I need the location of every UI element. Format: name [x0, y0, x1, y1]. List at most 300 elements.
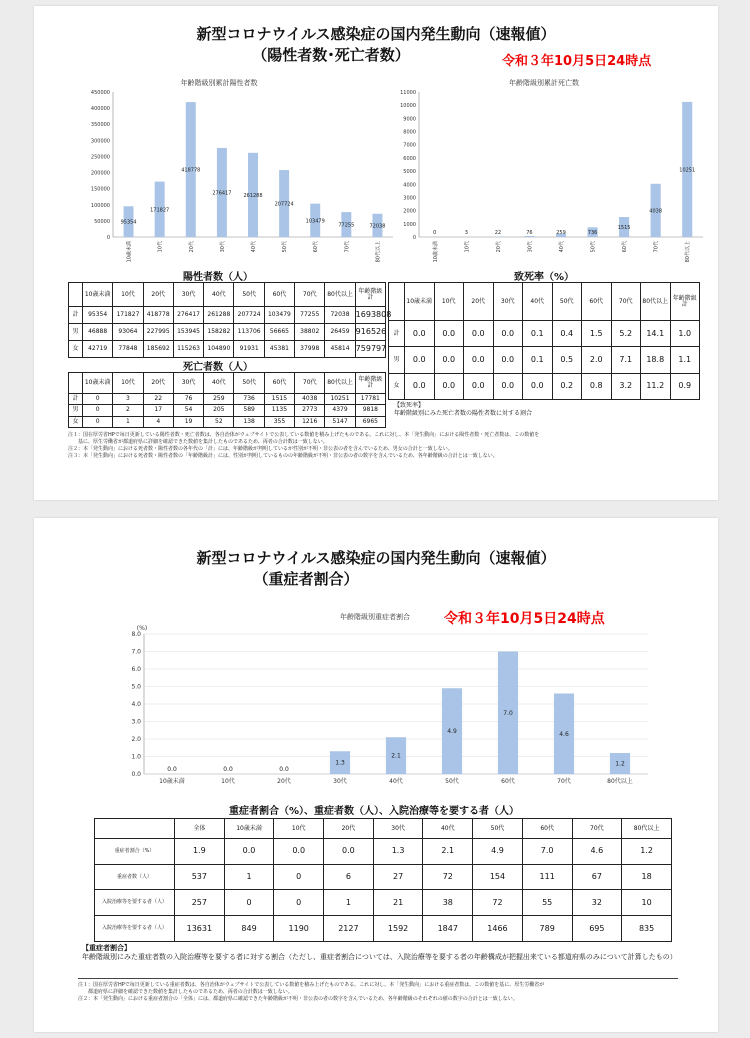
table-cell: 1135 — [264, 405, 294, 416]
table-cell: 835 — [622, 916, 672, 942]
table-cell: 736 — [234, 394, 264, 405]
table-cell: 37998 — [295, 341, 325, 358]
table-cell: 115263 — [173, 341, 203, 358]
table-row — [95, 839, 672, 865]
table-cell: 261288 — [204, 307, 234, 324]
table-cell: 7.1 — [611, 347, 641, 373]
table-cell: 72 — [423, 864, 473, 890]
severe-table-title: 重症者割合（%）、重症者数（人）、入院治療等を要する者（人） — [228, 806, 520, 817]
table-cell: 4.9 — [473, 839, 523, 865]
table-cell: 10251 — [325, 394, 355, 405]
column-header: 年齢階級計 — [355, 373, 385, 394]
table-cell: 0 — [224, 890, 274, 916]
table-cell: 10 — [622, 890, 672, 916]
deaths-table-title: 死亡者数（人） — [183, 362, 253, 373]
x-tick-label: 80代以上 — [685, 241, 692, 263]
table-cell: 227995 — [143, 324, 173, 341]
table-cell: 13631 — [175, 916, 225, 942]
chart-deaths-title: 年齢階級別累計死亡数 — [509, 79, 579, 87]
x-tick-label: 20代 — [495, 241, 502, 253]
x-tick-label: 60代 — [622, 241, 629, 253]
y-tick-label: 200000 — [90, 170, 110, 177]
column-header: 70代 — [295, 283, 325, 307]
slide-positives-deaths — [34, 6, 718, 500]
data-label: 4.9 — [447, 728, 457, 736]
table-cell: 67 — [572, 864, 622, 890]
x-tick-label: 70代 — [653, 241, 660, 253]
table-cell: 72 — [473, 890, 523, 916]
x-tick-label: 70代 — [557, 778, 571, 785]
column-header: 80代以上 — [622, 819, 672, 839]
row-label: 女 — [69, 416, 83, 427]
table-cell: 54 — [173, 405, 203, 416]
y-tick-label: 4000 — [403, 182, 416, 189]
y-tick-label: 7000 — [403, 142, 416, 149]
table-cell: 1847 — [423, 916, 473, 942]
table-cell: 1 — [324, 890, 374, 916]
table-cell: 0 — [83, 394, 113, 405]
column-header: 80代以上 — [641, 283, 671, 321]
table-header-row — [389, 283, 700, 321]
column-header: 70代 — [572, 819, 622, 839]
table-cell: 111 — [522, 864, 572, 890]
table-cell: 537 — [175, 864, 225, 890]
table-cell: 4038 — [295, 394, 325, 405]
slide1-notes — [68, 432, 704, 460]
column-header: 40代 — [204, 283, 234, 307]
x-tick-label: 60代 — [501, 778, 515, 785]
table-cell: 0.0 — [493, 373, 523, 399]
column-header: 70代 — [611, 283, 641, 321]
data-label: 0.0 — [279, 766, 289, 773]
row-label: 計 — [389, 321, 405, 347]
table-cell: 1.2 — [622, 839, 672, 865]
table-row — [95, 916, 672, 942]
row-label: 女 — [69, 341, 83, 358]
data-label: 0 — [433, 230, 437, 236]
data-label: 7.0 — [503, 709, 513, 717]
table-cell: 55 — [522, 890, 572, 916]
table-cell: 0.0 — [434, 347, 464, 373]
table-header-row — [95, 819, 672, 839]
table-cell: 6 — [324, 864, 374, 890]
data-label: 22 — [494, 230, 502, 236]
data-label: 1.3 — [335, 759, 345, 767]
row-label: 男 — [69, 405, 83, 416]
footnote-line: 注１：国在厚労省HPで毎日更新している重症者数は、各自治体がウェブサイトで公表している数値を積み上げたものである。これに対し、本「発生動向」における重症者数は、この数値を基に、厚生労働省が — [78, 982, 545, 988]
table-cell: 1592 — [373, 916, 423, 942]
column-header: 60代 — [522, 819, 572, 839]
table-cell: 1515 — [264, 394, 294, 405]
notes-divider — [78, 978, 678, 979]
data-label: 0.0 — [223, 766, 233, 773]
table-cell: 0.0 — [224, 839, 274, 865]
y-tick-label: 9000 — [403, 116, 416, 123]
column-header: 40代 — [204, 373, 234, 394]
table-cell: 17 — [143, 405, 173, 416]
column-header: 50代 — [234, 373, 264, 394]
column-header: 40代 — [523, 283, 553, 321]
row-label: 重症者数（人） — [95, 864, 175, 890]
table-cell: 0 — [83, 416, 113, 427]
table-cell: 26459 — [325, 324, 355, 341]
table-cell: 52 — [204, 416, 234, 427]
column-header: 年齢階級計 — [670, 283, 700, 321]
data-label: 76 — [526, 230, 533, 236]
table-cell: 1466 — [473, 916, 523, 942]
x-tick-label: 40代 — [251, 241, 257, 253]
table-cell: 0.0 — [493, 347, 523, 373]
y-tick-label: 1.0 — [131, 753, 141, 761]
table-cell: 0.0 — [405, 347, 435, 373]
table-cell: 0.8 — [582, 373, 612, 399]
table-cell: 257 — [175, 890, 225, 916]
table-cell: 77255 — [295, 307, 325, 324]
table-cell: 3 — [113, 394, 143, 405]
table-cell: 0.5 — [552, 347, 582, 373]
data-label: 0.0 — [167, 766, 177, 773]
column-header: 10代 — [274, 819, 324, 839]
table-cell: 18.8 — [641, 347, 671, 373]
table-cell: 5.2 — [611, 321, 641, 347]
bar — [524, 236, 534, 237]
table-cell: 0.9 — [670, 373, 700, 399]
y-tick-label: 2000 — [403, 208, 416, 215]
table-cell: 4379 — [325, 405, 355, 416]
table-cell: 17781 — [355, 394, 385, 405]
x-tick-label: 50代 — [282, 241, 289, 253]
data-label: 95354 — [120, 219, 137, 226]
data-label: 1515 — [617, 225, 631, 232]
table-row — [69, 341, 386, 358]
table-row — [69, 307, 386, 324]
table-cell: 589 — [234, 405, 264, 416]
table-header-row — [69, 283, 386, 307]
table-cell: 2 — [113, 405, 143, 416]
table-cell: 32 — [572, 890, 622, 916]
table-cell: 0.0 — [274, 839, 324, 865]
table-cell: 1.3 — [373, 839, 423, 865]
data-label: 2.1 — [391, 752, 401, 760]
data-label: 103479 — [305, 218, 325, 225]
table-cell: 0.0 — [324, 839, 374, 865]
table-cell: 355 — [264, 416, 294, 427]
column-header: 10歳未満 — [83, 373, 113, 394]
y-tick-label: 2.0 — [131, 736, 141, 743]
column-header: 80代以上 — [325, 373, 355, 394]
table-row — [69, 405, 386, 416]
y-tick-label: 350000 — [90, 122, 110, 129]
table-cell: 0.0 — [493, 321, 523, 347]
row-label: 計 — [69, 394, 83, 405]
table-cell: 0.4 — [552, 321, 582, 347]
table-cell: 45814 — [325, 341, 355, 358]
table-cell: 11.2 — [641, 373, 671, 399]
slide2-title: 新型コロナウイルス感染症の国内発生動向（速報値） （重症者割合） — [196, 549, 556, 588]
y-tick-label: 450000 — [90, 90, 110, 96]
column-header: 70代 — [295, 373, 325, 394]
y-tick-label: 6.0 — [131, 666, 141, 673]
y-tick-label: 5000 — [403, 169, 416, 176]
table-cell: 1693808 — [355, 307, 385, 324]
x-tick-label: 10歳未満 — [159, 778, 185, 785]
x-tick-label: 10代 — [464, 241, 471, 253]
table-cell: 72038 — [325, 307, 355, 324]
x-tick-label: 60代 — [313, 241, 320, 253]
table-cell: 1.9 — [175, 839, 225, 865]
y-tick-label: 50000 — [94, 218, 110, 225]
table-cell: 45381 — [264, 341, 294, 358]
table-cell: 38 — [423, 890, 473, 916]
table-row — [69, 416, 386, 427]
column-header: 50代 — [234, 283, 264, 307]
chart-positives-title: 年齢階級別累計陽性者数 — [180, 79, 258, 87]
data-label: 4038 — [649, 208, 663, 215]
table-cell: 1.1 — [670, 347, 700, 373]
deaths-table — [68, 372, 386, 428]
table-cell: 0.2 — [552, 373, 582, 399]
x-tick-label: 20代 — [188, 241, 195, 253]
y-tick-label: 150000 — [90, 186, 110, 193]
column-header: 10歳未満 — [405, 283, 435, 321]
column-header: 30代 — [493, 283, 523, 321]
table-cell: 3.2 — [611, 373, 641, 399]
x-tick-label: 30代 — [527, 241, 534, 253]
y-tick-label: 0 — [412, 235, 416, 241]
y-tick-label: 250000 — [90, 154, 110, 161]
table-cell: 0 — [274, 890, 324, 916]
table-cell: 205 — [204, 405, 234, 416]
table-cell: 1216 — [295, 416, 325, 427]
y-tick-label: 11000 — [400, 90, 416, 96]
table-cell: 38802 — [295, 324, 325, 341]
table-cell: 0.0 — [464, 321, 494, 347]
table-corner-cell — [69, 283, 83, 307]
positives-table — [68, 282, 392, 358]
x-tick-label: 40代 — [559, 241, 565, 253]
y-tick-label: 1000 — [403, 221, 416, 228]
data-label: 418778 — [181, 167, 201, 174]
column-header: 60代 — [264, 373, 294, 394]
data-label: 1.2 — [615, 760, 625, 768]
column-header: 30代 — [173, 373, 203, 394]
table-cell: 1.5 — [582, 321, 612, 347]
x-tick-label: 50代 — [445, 778, 459, 785]
table-cell: 77848 — [113, 341, 143, 358]
x-tick-label: 10代 — [157, 241, 164, 253]
row-label: 計 — [69, 307, 83, 324]
table-cell: 138 — [234, 416, 264, 427]
table-cell: 789 — [522, 916, 572, 942]
slide-severe-ratio — [34, 518, 718, 1032]
column-header: 20代 — [143, 283, 173, 307]
slide1-title: 新型コロナウイルス感染症の国内発生動向（速報値） （陽性者数･死亡者数） — [196, 25, 556, 64]
data-label: 736 — [587, 230, 598, 237]
y-tick-label: 8.0 — [131, 631, 141, 638]
table-cell: 0.0 — [464, 347, 494, 373]
column-header: 30代 — [373, 819, 423, 839]
table-cell: 171827 — [113, 307, 143, 324]
column-header: 10歳未満 — [224, 819, 274, 839]
x-tick-label: 80代以上 — [607, 778, 633, 785]
y-tick-label: 5.0 — [131, 683, 141, 691]
data-label: 10251 — [679, 167, 696, 174]
x-tick-label: 30代 — [219, 241, 226, 253]
severe-table — [94, 818, 672, 942]
table-corner-cell — [95, 819, 175, 839]
table-cell: 1 — [224, 864, 274, 890]
table-cell: 113706 — [234, 324, 264, 341]
table-cell: 56665 — [264, 324, 294, 341]
slide2-date: 令和３年10月5日24時点 — [444, 611, 605, 627]
table-cell: 2.1 — [423, 839, 473, 865]
table-header-row — [69, 373, 386, 394]
data-label: 77255 — [338, 222, 355, 229]
x-tick-label: 50代 — [590, 241, 597, 253]
column-header: 10代 — [113, 283, 143, 307]
table-cell: 759797 — [355, 341, 385, 358]
table-corner-cell — [389, 283, 405, 321]
data-label: 207724 — [274, 201, 294, 208]
table-row — [389, 373, 700, 399]
y-tick-label: 300000 — [90, 138, 110, 145]
table-cell: 0.0 — [405, 373, 435, 399]
row-label: 重症者割合（%） — [95, 839, 175, 865]
y-tick-label: 3.0 — [131, 718, 141, 726]
table-cell: 0 — [274, 864, 324, 890]
column-header: 20代 — [143, 373, 173, 394]
table-cell: 42719 — [83, 341, 113, 358]
column-header: 20代 — [324, 819, 374, 839]
table-cell: 158282 — [204, 324, 234, 341]
data-label: 261288 — [243, 192, 263, 199]
table-row — [69, 324, 386, 341]
table-cell: 695 — [572, 916, 622, 942]
row-label: 男 — [389, 347, 405, 373]
column-header: 10代 — [113, 373, 143, 394]
x-tick-label: 70代 — [344, 241, 351, 253]
table-corner-cell — [69, 373, 83, 394]
x-tick-label: 10歳未満 — [432, 241, 439, 263]
footnote-line: 注２：本「発生動向」における死者数・陽性者数の各年代の「計」には、年齢階級が判明しているが性別が不明・非公表の者を含んでいるため、男女の合計と一致しない。 — [68, 446, 453, 452]
x-tick-label: 20代 — [277, 778, 291, 785]
table-cell: 916526 — [355, 324, 385, 341]
table-cell: 153945 — [173, 324, 203, 341]
cfr-table-title: 致死率（%） — [513, 272, 575, 283]
column-header: 80代以上 — [325, 283, 355, 307]
table-cell: 1.0 — [670, 321, 700, 347]
table-cell: 95354 — [83, 307, 113, 324]
x-tick-label: 40代 — [389, 778, 403, 785]
y-tick-label: 3000 — [403, 195, 416, 202]
chart-positives — [69, 86, 399, 271]
table-cell: 2773 — [295, 405, 325, 416]
column-header: 20代 — [464, 283, 494, 321]
table-cell: 4.6 — [572, 839, 622, 865]
table-row — [95, 890, 672, 916]
severe-definition: 【重症者割合】 年齢階級別にみた重症者数の入院治療等を要する者に対する割合（ただし、重症者割合については、入院治療等を要する者の年齢構成が把握出来ている都道府県のみについて計算したもの） — [82, 944, 677, 961]
table-cell: 276417 — [173, 307, 203, 324]
table-cell: 4 — [143, 416, 173, 427]
y-tick-label: 100000 — [90, 202, 110, 209]
x-tick-label: 80代以上 — [375, 241, 382, 263]
table-cell: 2127 — [324, 916, 374, 942]
table-cell: 1190 — [274, 916, 324, 942]
table-cell: 418778 — [143, 307, 173, 324]
y-tick-label: 6000 — [403, 155, 416, 162]
table-cell: 6965 — [355, 416, 385, 427]
column-header: 30代 — [173, 283, 203, 307]
table-cell: 5147 — [325, 416, 355, 427]
table-cell: 27 — [373, 864, 423, 890]
table-cell: 185692 — [143, 341, 173, 358]
table-cell: 76 — [173, 394, 203, 405]
table-row — [95, 864, 672, 890]
table-cell: 849 — [224, 916, 274, 942]
table-cell: 7.0 — [522, 839, 572, 865]
table-cell: 0.0 — [434, 321, 464, 347]
cfr-table — [388, 282, 700, 400]
table-cell: 46888 — [83, 324, 113, 341]
data-label: 3 — [464, 230, 468, 236]
cfr-definition: 【致死率】 年齢階級別にみた死亡者数の陽性者数に対する割合 — [394, 402, 533, 417]
column-header: 全体 — [175, 819, 225, 839]
table-cell: 0.0 — [434, 373, 464, 399]
y-tick-label: 4.0 — [131, 701, 141, 708]
table-cell: 104890 — [204, 341, 234, 358]
data-label: 72038 — [369, 223, 386, 230]
table-cell: 19 — [173, 416, 203, 427]
chart-deaths — [379, 86, 709, 271]
y-tick-label: 10000 — [400, 103, 416, 110]
footnote-line: 注１：国在厚労省HPで毎日更新している陽性者数・死亡者数は、各自治体がウェブサイトで公表している数値を積み上げたものである。これに対し、本「発生動向」における陽性者数・死亡者数は、この数値を — [68, 432, 540, 438]
chart-severe-ratio — [114, 626, 654, 796]
data-label: 4.6 — [559, 730, 569, 738]
row-label: 入院治療等を要する者（人） — [95, 916, 175, 942]
column-header: 年齢階級計 — [355, 283, 385, 307]
y-tick-label: 0 — [106, 235, 110, 241]
table-row — [389, 321, 700, 347]
column-header: 50代 — [473, 819, 523, 839]
footnote-line: 注２：本「発生動向」における重症者割合の「全体」には、都道府県に確認できた年齢階級が不明・非公表の者の数字を含んでいるため、各年齢階級のそれぞれの値の数字の合計とは一致しない。 — [78, 996, 518, 1002]
footnote-line: 基に、厚生労働省が都道府県に詳細を確認できた数値を集計したものであるため、両者の合計数は一致しない。 — [68, 439, 328, 445]
y-tick-label: 400000 — [90, 106, 110, 113]
footnote-line: 注３：本「発生動向」における死者数・陽性者数の「年齢階級計」には、性別が判明しているものの年齢階級が不明・非公表の者の数字を含んでいるため、各年齢階級の合計とは一致しない。 — [68, 453, 498, 459]
x-tick-label: 30代 — [333, 778, 347, 785]
table-cell: 14.1 — [641, 321, 671, 347]
data-label: 171827 — [150, 207, 170, 214]
table-cell: 0.1 — [523, 347, 553, 373]
table-row — [69, 394, 386, 405]
table-row — [389, 347, 700, 373]
row-label: 入院治療等を要する者（人） — [95, 890, 175, 916]
x-tick-label: 10代 — [221, 778, 235, 785]
table-cell: 103479 — [264, 307, 294, 324]
table-cell: 1 — [113, 416, 143, 427]
positives-table-title: 陽性者数（人） — [183, 272, 253, 283]
table-cell: 21 — [373, 890, 423, 916]
table-cell: 154 — [473, 864, 523, 890]
footnote-line: 都道府県に詳細を確認できた数値を集計したものであるため、両者の合計数は一致しない。 — [78, 989, 293, 995]
column-header: 50代 — [552, 283, 582, 321]
table-cell: 207724 — [234, 307, 264, 324]
y-tick-label: 8000 — [403, 129, 416, 136]
table-cell: 91931 — [234, 341, 264, 358]
table-cell: 2.0 — [582, 347, 612, 373]
table-cell: 9818 — [355, 405, 385, 416]
table-cell: 93064 — [113, 324, 143, 341]
column-header: 10代 — [434, 283, 464, 321]
